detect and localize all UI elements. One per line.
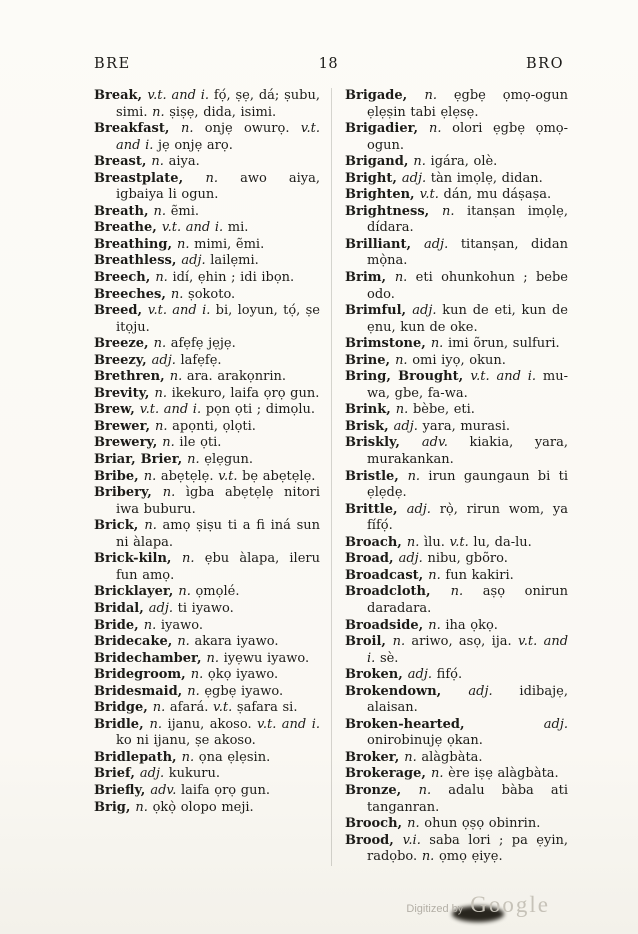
dictionary-entry [94,584,320,601]
dictionary-entry [94,452,320,469]
definition-text: ìlu. [424,534,450,550]
page-header [0,0,638,72]
dictionary-entry [345,717,568,750]
part-of-speech: n. [153,203,171,219]
definition-text: onirobinujẹ ọkan. [367,733,483,749]
definition-text: ti iyawo. [177,600,234,616]
headword: Brood, [345,832,403,848]
definition-text: alàgbàta. [421,749,483,765]
text-columns [0,72,638,866]
dictionary-entry [345,833,568,866]
headword: Brooch, [345,816,408,832]
dictionary-entry [94,204,320,221]
definition-text: igára, olè. [430,154,498,170]
definition-text: ìgba abẹtẹlẹ nitori iwa buburu. [116,485,320,517]
dictionary-entry [345,270,568,303]
dictionary-entry [345,535,568,552]
part-of-speech: v.t. and i. [147,303,216,319]
dictionary-entry [345,419,568,436]
definition-text: ẹlẹgun. [204,452,254,468]
definition-text: irun gaungaun bi ti ẹlẹdẹ. [367,468,568,501]
part-of-speech: n. [395,402,413,418]
definition-text: ẹbu àlapa, ileru fun amọ. [116,551,320,583]
dictionary-entry [94,518,320,551]
definition-text: nibu, gbõro. [427,551,508,567]
headword: Broadcast, [345,567,429,583]
definition-text: adalu bàba ati tanganran. [367,782,569,815]
dictionary-entry [94,667,320,684]
headword: Brick, [94,518,145,534]
definition-text: mimi, ẽmi. [194,236,265,252]
definition-text: afará. [169,700,213,716]
headword: Brimful, [345,303,413,319]
dictionary-entry [345,469,568,502]
headword: Brink, [345,402,396,418]
dictionary-entry [94,353,320,370]
headword: Broil, [345,634,393,650]
definition-text: ara. arakọnrin. [186,369,286,385]
dictionary-entry [345,154,568,171]
part-of-speech: n. [187,452,205,468]
headword: Brief, [94,766,140,782]
dictionary-entry [94,369,320,386]
part-of-speech: n. [450,584,483,600]
dictionary-entry [94,220,320,237]
headword: Briefly, [94,782,151,798]
dictionary-entry [94,154,320,171]
dictionary-entry [345,667,568,684]
part-of-speech: n. [442,203,467,219]
headword: Brew, [94,402,140,418]
part-of-speech: adj. [139,766,169,782]
definition-text: eti ohunkohun ; bebe odo. [367,270,568,302]
dictionary-entry [94,270,320,287]
part-of-speech: n. [421,849,439,865]
dictionary-entry [345,618,568,635]
dictionary-entry [94,766,320,783]
part-of-speech: n. [424,88,454,103]
headword: Broadcloth, [345,584,451,600]
headword: Brokerage, [345,766,431,782]
column-right [331,88,568,866]
headword: Brim, [345,270,395,286]
definition-text: tàn imọlẹ, didan. [430,170,543,186]
definition-text: mu-wa, gbe, fa-wa. [367,369,568,401]
dictionary-entry [345,88,568,121]
dictionary-entry [94,783,320,800]
part-of-speech: n. [181,121,205,137]
definition-text: dán, mu dáṣaṣa. [443,187,552,203]
headword: Breastplate, [94,170,206,186]
headword: Breeze, [94,336,154,352]
headword: Broken-hearted, [345,716,544,732]
dictionary-entry [345,568,568,585]
dictionary-entry [94,800,320,817]
headword: Breeches, [94,286,171,302]
headword: Brig, [94,799,136,815]
dictionary-entry [94,435,320,452]
definition-text: kun de eti, kun de ẹnu, kun de oke. [367,303,568,335]
part-of-speech: v.t. and i. [139,402,206,418]
definition-text: onjẹ owurọ. [204,121,301,137]
headword: Breed, [94,303,148,319]
definition-text: kukuru. [168,766,221,782]
headword: Bronze, [345,782,419,798]
dictionary-entry [345,121,568,154]
part-of-speech: n. [152,700,170,716]
dictionary-entry [345,336,568,353]
headword: Brine, [345,352,396,368]
definition-text: fun kakiri. [445,567,514,583]
definition-text: pọn ọti ; dimọlu. [205,402,316,418]
headword: Brigade, [345,88,425,103]
definition-text: ariwo, asọ, ija. [411,634,518,650]
definition-text: bẹ abẹtẹlẹ. [242,468,316,484]
definition-text: awo aiya, igbaiya li ogun. [116,170,320,203]
part-of-speech: v.t. [212,700,237,716]
definition-text: ko ni ijanu, ṣe akoso. [116,733,256,749]
dictionary-entry [345,584,568,617]
part-of-speech: v.t. [419,187,444,203]
definition-text: aṣọ onirun daradara. [367,584,568,616]
part-of-speech: v.t. [449,534,474,550]
headword: Broken, [345,667,408,683]
part-of-speech: n. [162,435,180,451]
headword: Bricklayer, [94,584,179,600]
part-of-speech: n. [429,121,453,137]
headword: Brightness, [345,203,443,219]
dictionary-entry [94,402,320,419]
headword: Bridechamber, [94,650,207,666]
definition-text: apọnti, ọlọti. [172,418,256,434]
definition-text: amọ ṣiṣu ti a fi iná sun ni àlapa. [116,518,321,550]
part-of-speech: adj. [393,418,423,434]
definition-text: ohun ọṣọ obinrin. [424,816,541,832]
part-of-speech: v.t. and i. [257,716,320,732]
dictionary-entry [94,618,320,635]
headword: Brevity, [94,385,155,401]
dictionary-entry [94,336,320,353]
dictionary-entry [94,634,320,651]
part-of-speech: v.t. and i. [367,634,569,666]
header-guide-word-right: BRO [526,56,564,72]
definition-text: afẹfẹ jẹjẹ. [170,336,236,352]
part-of-speech: adj. [406,501,440,517]
definition-text: ọkọ iyawo. [207,667,279,683]
definition-text: idibajẹ, alaisan. [367,683,568,716]
part-of-speech: v.i. [402,832,430,848]
part-of-speech: n. [395,352,413,368]
dictionary-entry [94,700,320,717]
definition-text: idí, ẹhin ; idi ibọn. [172,270,295,286]
part-of-speech: n. [392,634,412,650]
definition-text: akara iyawo. [194,634,279,650]
headword: Brokendown, [345,683,469,699]
headword: Bridal, [94,600,149,616]
part-of-speech: n. [206,650,224,666]
definition-text: abẹtẹlẹ. [160,468,219,484]
headword: Break, [94,88,148,103]
part-of-speech: adj. [412,303,443,319]
headword: Broad, [345,551,399,567]
dictionary-entry [345,204,568,237]
part-of-speech: adj. [423,236,461,252]
dictionary-entry [345,435,568,468]
headword: Brigand, [345,154,414,170]
headword: Brigadier, [345,121,430,137]
dictionary-entry [94,419,320,436]
dictionary-entry [345,766,568,783]
part-of-speech: n. [170,286,189,302]
dictionary-entry [345,171,568,188]
part-of-speech: n. [153,336,171,352]
part-of-speech: n. [205,170,241,186]
definition-text: lafẹfẹ. [180,352,222,368]
definition-text: saba lori ; pa ẹyin, radọbo. [367,832,568,865]
dictionary-entry [345,237,568,270]
headword: Brick-kiln, [94,551,183,567]
part-of-speech: adj. [398,551,428,567]
dictionary-entry [345,551,568,568]
definition-text: yara, murasi. [422,418,510,434]
part-of-speech: n. [413,154,431,170]
part-of-speech: adj. [468,683,520,699]
dictionary-entry [94,303,320,336]
part-of-speech: n. [155,270,173,286]
dictionary-entry [94,750,320,767]
part-of-speech: adj. [407,667,437,683]
definition-text: jẹ onjẹ arọ. [158,137,233,153]
part-of-speech: n. [187,683,205,699]
definition-text: ikekuro, laifa ọrọ gun. [171,385,320,401]
headword: Bright, [345,170,402,186]
definition-text: lu, da-lu. [473,534,532,550]
headword: Brethren, [94,369,170,385]
watermark-prefix: Digitized by [406,903,464,915]
part-of-speech: n. [177,236,195,252]
headword: Bridecake, [94,634,178,650]
part-of-speech: n. [162,485,186,501]
dictionary-entry [345,502,568,535]
definition-text: ọmọ ẹiyẹ. [438,849,503,865]
headword: Broker, [345,749,405,765]
dictionary-entry [94,684,320,701]
definition-text: ile ọti. [179,435,222,451]
headword: Briskly, [345,435,422,451]
part-of-speech: n. [404,749,422,765]
dictionary-entry [345,783,568,816]
definition-text: ijanu, akoso. [167,716,258,732]
dictionary-entry [345,353,568,370]
headword: Bridge, [94,700,153,716]
column-left [94,88,331,866]
dictionary-entry [94,651,320,668]
headword: Bridle, [94,716,150,732]
definition-text: olori ẹgbẹ ọmọ-ogun. [367,121,568,153]
dictionary-entry [345,187,568,204]
part-of-speech: n. [135,799,153,815]
headword: Bridegroom, [94,667,191,683]
part-of-speech: n. [151,154,169,170]
dictionary-entry [94,237,320,254]
definition-text: ẹgbẹ ọmọ-ogun ẹlẹṣin tabi ẹlẹsẹ. [367,88,569,120]
definition-text: ọmọlé. [195,584,240,600]
dictionary-entry [94,485,320,518]
definition-text: ẽmi. [170,203,199,219]
part-of-speech: n. [144,518,163,534]
part-of-speech: v.t. and i. [147,88,214,103]
part-of-speech: n. [406,534,424,550]
headword: Brewery, [94,435,163,451]
headword: Breech, [94,270,156,286]
part-of-speech: adj. [401,170,431,186]
part-of-speech: adv. [421,435,470,451]
dictionary-entry [94,253,320,270]
definition-text: laifa ọrọ gun. [181,782,270,798]
headword: Bribe, [94,468,144,484]
part-of-speech: n. [407,816,425,832]
dictionary-entry [94,717,320,750]
dictionary-entry [345,369,568,402]
dictionary-entry [94,121,320,154]
definition-text: iyẹwu iyawo. [223,650,310,666]
headword: Broadside, [345,617,429,633]
definition-text: bi, loyun, tọ́, ṣe itọju. [116,303,320,335]
part-of-speech: v.t. and i. [161,220,228,236]
part-of-speech: n. [428,567,446,583]
part-of-speech: n. [182,551,205,567]
definition-text: imi õrun, sulfuri. [447,336,560,352]
definition-text: bèbe, eti. [412,402,475,418]
dictionary-entry [94,287,320,304]
dictionary-entry [345,816,568,833]
definition-text: ọkọ̀ olopo meji. [152,799,254,815]
digitization-watermark [406,892,550,918]
headword: Bring, Brought, [345,369,471,385]
part-of-speech: v.t. and i. [470,369,543,385]
dictionary-entry [94,469,320,486]
part-of-speech: n. [143,468,161,484]
headword: Breast, [94,154,152,170]
definition-text: aiya. [168,154,200,170]
headword: Briar, Brier, [94,452,188,468]
definition-text: ẹgbẹ iyawo. [204,683,284,699]
definition-text: mi. [227,220,249,236]
part-of-speech: n. [407,468,429,484]
definition-text: ọna ẹlẹsin. [198,749,271,765]
definition-text: iha ọkọ. [445,617,498,633]
part-of-speech: adj. [543,716,568,732]
part-of-speech: n. [177,634,195,650]
header-guide-word-left: BRE [94,56,131,72]
dictionary-entry [94,551,320,584]
headword: Breathe, [94,220,162,236]
headword: Brittle, [345,501,407,517]
definition-text: sè. [379,650,399,666]
definition-text: lailẹmi. [210,253,259,269]
part-of-speech: adj. [181,253,211,269]
headword: Brewer, [94,418,156,434]
part-of-speech: n. [430,336,448,352]
dictionary-entry [345,303,568,336]
part-of-speech: n. [394,270,416,286]
part-of-speech: n. [428,617,446,633]
part-of-speech: n. [152,104,170,120]
part-of-speech: n. [418,782,449,798]
headword: Bridlepath, [94,749,182,765]
headword: Bribery, [94,485,163,501]
headword: Breathless, [94,253,182,269]
part-of-speech: adv. [150,782,181,798]
headword: Breakfast, [94,121,182,137]
dictionary-entry [94,601,320,618]
dictionary-entry [345,684,568,717]
part-of-speech: n. [149,716,168,732]
dictionary-entry [94,386,320,403]
definition-text: fifọ́. [436,667,463,683]
definition-text: kiakia, yara, murakankan. [367,435,569,468]
part-of-speech: n. [169,369,187,385]
definition-text: titanṣan, didan mọ̀na. [367,236,568,269]
part-of-speech: n. [190,667,208,683]
headword: Breezy, [94,352,152,368]
dictionary-entry [345,402,568,419]
headword: Brilliant, [345,236,424,252]
part-of-speech: n. [154,385,172,401]
definition-text: iyawo. [160,617,203,633]
part-of-speech: n. [430,766,449,782]
headword: Brimstone, [345,336,431,352]
headword: Breathing, [94,236,178,252]
headword: Breath, [94,203,154,219]
part-of-speech: adj. [148,600,178,616]
part-of-speech: n. [181,749,199,765]
headword: Brisk, [345,418,394,434]
definition-text: rọ̀, rirun wom, ya fífọ́. [367,501,568,534]
dictionary-entry [94,171,320,204]
part-of-speech: n. [155,418,173,434]
dictionary-entry [345,634,568,667]
definition-text: fọ́, ṣẹ, dá; ṣubu, simi. [116,88,320,120]
definition-text: ère iṣẹ alàgbàta. [448,766,559,782]
part-of-speech: n. [178,584,196,600]
page-number: 18 [318,56,339,72]
dictionary-entry [345,750,568,767]
definition-text: ṣiṣẹ, dida, isimi. [169,104,277,120]
definition-text: ṣafara si. [236,700,298,716]
headword: Brighten, [345,187,420,203]
part-of-speech: adj. [151,352,181,368]
headword: Bristle, [345,468,408,484]
headword: Bridesmaid, [94,683,188,699]
definition-text: omi iyọ, okun. [412,352,506,368]
definition-text: itanṣan imọlẹ, dídara. [367,203,568,236]
part-of-speech: n. [143,617,161,633]
google-logo: Google [470,892,550,917]
dictionary-entry [94,88,320,121]
definition-text: ṣokoto. [188,286,236,302]
part-of-speech: v.t. and i. [116,121,320,153]
headword: Bride, [94,617,144,633]
part-of-speech: v.t. [218,468,243,484]
headword: Broach, [345,534,407,550]
